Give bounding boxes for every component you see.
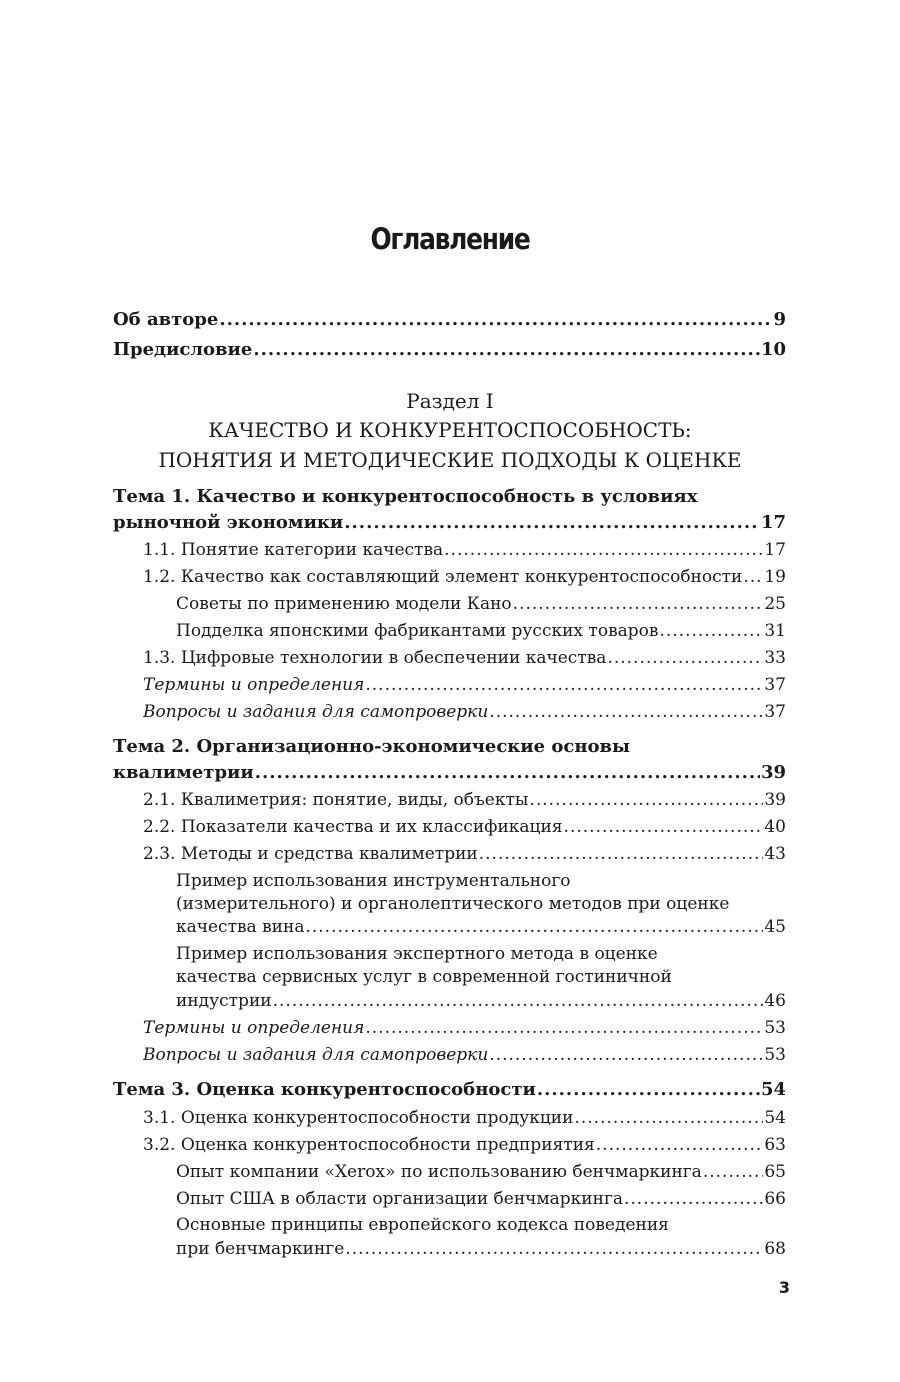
toc-entry-label: Советы по применению модели Кано xyxy=(176,594,512,614)
toc-entry-label: Подделка японскими фабрикантами русских товаров xyxy=(176,621,659,641)
leader-dots xyxy=(365,1017,763,1039)
toc-entry-label: Об авторе xyxy=(113,309,219,330)
leader-dots xyxy=(344,512,760,534)
toc-entry-label: рыночной экономики xyxy=(113,512,344,533)
page-number: 3 xyxy=(778,1278,790,1297)
toc-entry-2-2[interactable] xyxy=(143,816,786,838)
leader-dots xyxy=(529,789,763,811)
toc-entry-label: Предисловие xyxy=(113,339,253,360)
toc-entry-page: 54 xyxy=(760,1079,786,1100)
toc-entry-page: 40 xyxy=(764,817,786,837)
example1-line1[interactable]: Пример использования инструментального xyxy=(176,871,571,891)
toc-entry-page: 17 xyxy=(760,512,786,533)
topic1-title-line1[interactable]: Тема 1. Качество и конкурентоспособность в условиях xyxy=(113,486,698,507)
toc-entry-label: 2.3. Методы и средства квалиметрии xyxy=(143,844,478,864)
toc-entry-page: 39 xyxy=(760,762,786,783)
leader-dots xyxy=(564,816,764,838)
toc-entry-hotel-example[interactable] xyxy=(176,990,786,1012)
toc-entry-topic1[interactable] xyxy=(113,512,786,534)
toc-entry-label: Опыт компании «Xerox» по использованию бенчмаркинга xyxy=(176,1162,702,1182)
toc-entry-1-3[interactable] xyxy=(143,647,786,669)
toc-entry-page: 68 xyxy=(764,1239,786,1259)
section-title-line1: КАЧЕСТВО И КОНКУРЕНТОСПОСОБНОСТЬ: xyxy=(208,418,692,442)
example1-line2[interactable]: (измерительного) и органолептического методов при оценке xyxy=(176,894,730,914)
toc-entry-usa[interactable] xyxy=(176,1188,786,1210)
toc-entry-page: 9 xyxy=(773,309,786,330)
toc-entry-page: 10 xyxy=(760,339,786,360)
toc-entry-label: 2.2. Показатели качества и их классификация xyxy=(143,817,563,837)
toc-entry-page: 53 xyxy=(764,1018,786,1038)
toc-entry-page: 33 xyxy=(764,648,786,668)
toc-entry-page: 39 xyxy=(764,790,786,810)
toc-entry-label: 3.2. Оценка конкурентоспособности предприятия xyxy=(143,1135,595,1155)
toc-entry-page: 37 xyxy=(764,675,786,695)
leader-dots xyxy=(479,843,764,865)
leader-dots xyxy=(444,539,763,561)
toc-entry-label: качества вина xyxy=(176,917,305,937)
toc-entry-label: Вопросы и задания для самопроверки xyxy=(143,1045,489,1065)
leader-dots xyxy=(596,1134,764,1156)
toc-entry-label: 1.1. Понятие категории качества xyxy=(143,540,444,560)
toc-entry-label: Вопросы и задания для самопроверки xyxy=(143,702,489,722)
section-number: Раздел I xyxy=(406,389,494,413)
leader-dots xyxy=(537,1079,760,1101)
leader-dots xyxy=(743,566,763,588)
leader-dots xyxy=(345,1238,763,1260)
toc-entry-counterfeit[interactable] xyxy=(176,620,786,642)
toc-entry-page: 63 xyxy=(764,1135,786,1155)
toc-entry-label: Термины и определения xyxy=(143,675,365,695)
toc-entry-page: 65 xyxy=(764,1162,786,1182)
toc-entry-2-3[interactable] xyxy=(143,843,786,865)
toc-entry-page: 66 xyxy=(764,1189,786,1209)
toc-entry-1-1[interactable] xyxy=(143,539,786,561)
leader-dots xyxy=(489,1044,763,1066)
toc-entry-label: Термины и определения xyxy=(143,1018,365,1038)
toc-entry-label: Опыт США в области организации бенчмаркинга xyxy=(176,1189,623,1209)
toc-entry-preface[interactable] xyxy=(113,339,786,361)
toc-entry-questions-2[interactable] xyxy=(143,1044,786,1066)
toc-entry-principles[interactable] xyxy=(176,1238,786,1260)
toc-entry-2-1[interactable] xyxy=(143,789,786,811)
toc-entry-page: 45 xyxy=(764,917,786,937)
example2-line2[interactable]: качества сервисных услуг в современной гостиничной xyxy=(176,967,672,987)
toc-entry-kano-tips[interactable] xyxy=(176,593,786,615)
toc-entry-label: Тема 3. Оценка конкурентоспособности xyxy=(113,1079,536,1100)
page-title: Оглавление xyxy=(370,222,530,256)
toc-entry-topic2[interactable] xyxy=(113,762,786,784)
toc-entry-label: 3.1. Оценка конкурентоспособности продукции xyxy=(143,1108,574,1128)
toc-entry-page: 19 xyxy=(764,567,786,587)
toc-entry-page: 37 xyxy=(764,702,786,722)
toc-entry-terms-1[interactable] xyxy=(143,674,786,696)
principles-line1[interactable]: Основные принципы европейского кодекса поведения xyxy=(176,1215,669,1235)
leader-dots xyxy=(255,762,760,784)
leader-dots xyxy=(574,1107,763,1129)
leader-dots xyxy=(624,1188,763,1210)
toc-entry-about-author[interactable] xyxy=(113,309,786,331)
toc-entry-label: 2.1. Квалиметрия: понятие, виды, объекты xyxy=(143,790,529,810)
leader-dots xyxy=(489,701,763,723)
toc-entry-label: при бенчмаркинге xyxy=(176,1239,345,1259)
leader-dots xyxy=(513,593,764,615)
toc-entry-page: 53 xyxy=(764,1045,786,1065)
section-title-line2: ПОНЯТИЯ И МЕТОДИЧЕСКИЕ ПОДХОДЫ К ОЦЕНКЕ xyxy=(158,448,742,472)
toc-entry-page: 46 xyxy=(764,991,786,1011)
toc-entry-page: 43 xyxy=(764,844,786,864)
leader-dots xyxy=(659,620,763,642)
toc-entry-questions-1[interactable] xyxy=(143,701,786,723)
toc-entry-page: 31 xyxy=(764,621,786,641)
leader-dots xyxy=(607,647,763,669)
leader-dots xyxy=(273,990,764,1012)
toc-entry-label: индустрии xyxy=(176,991,272,1011)
example2-line1[interactable]: Пример использования экспертного метода в оценке xyxy=(176,944,658,964)
toc-entry-label: 1.2. Качество как составляющий элемент конкурентоспособности xyxy=(143,567,743,587)
toc-entry-topic3[interactable] xyxy=(113,1079,786,1101)
leader-dots xyxy=(365,674,763,696)
toc-entry-wine-example[interactable] xyxy=(176,916,786,938)
leader-dots xyxy=(253,339,760,361)
topic2-title-line1[interactable]: Тема 2. Организационно-экономические основы xyxy=(113,736,631,757)
leader-dots xyxy=(219,309,772,331)
toc-entry-xerox[interactable] xyxy=(176,1161,786,1183)
toc-entry-label: квалиметрии xyxy=(113,762,254,783)
toc-entry-terms-2[interactable] xyxy=(143,1017,786,1039)
toc-entry-page: 25 xyxy=(764,594,786,614)
toc-entry-3-1[interactable] xyxy=(143,1107,786,1129)
toc-entry-1-2[interactable] xyxy=(143,566,786,588)
leader-dots xyxy=(703,1161,764,1183)
toc-entry-label: 1.3. Цифровые технологии в обеспечении качества xyxy=(143,648,607,668)
leader-dots xyxy=(305,916,763,938)
toc-entry-page: 17 xyxy=(764,540,786,560)
toc-entry-3-2[interactable] xyxy=(143,1134,786,1156)
toc-entry-page: 54 xyxy=(764,1108,786,1128)
